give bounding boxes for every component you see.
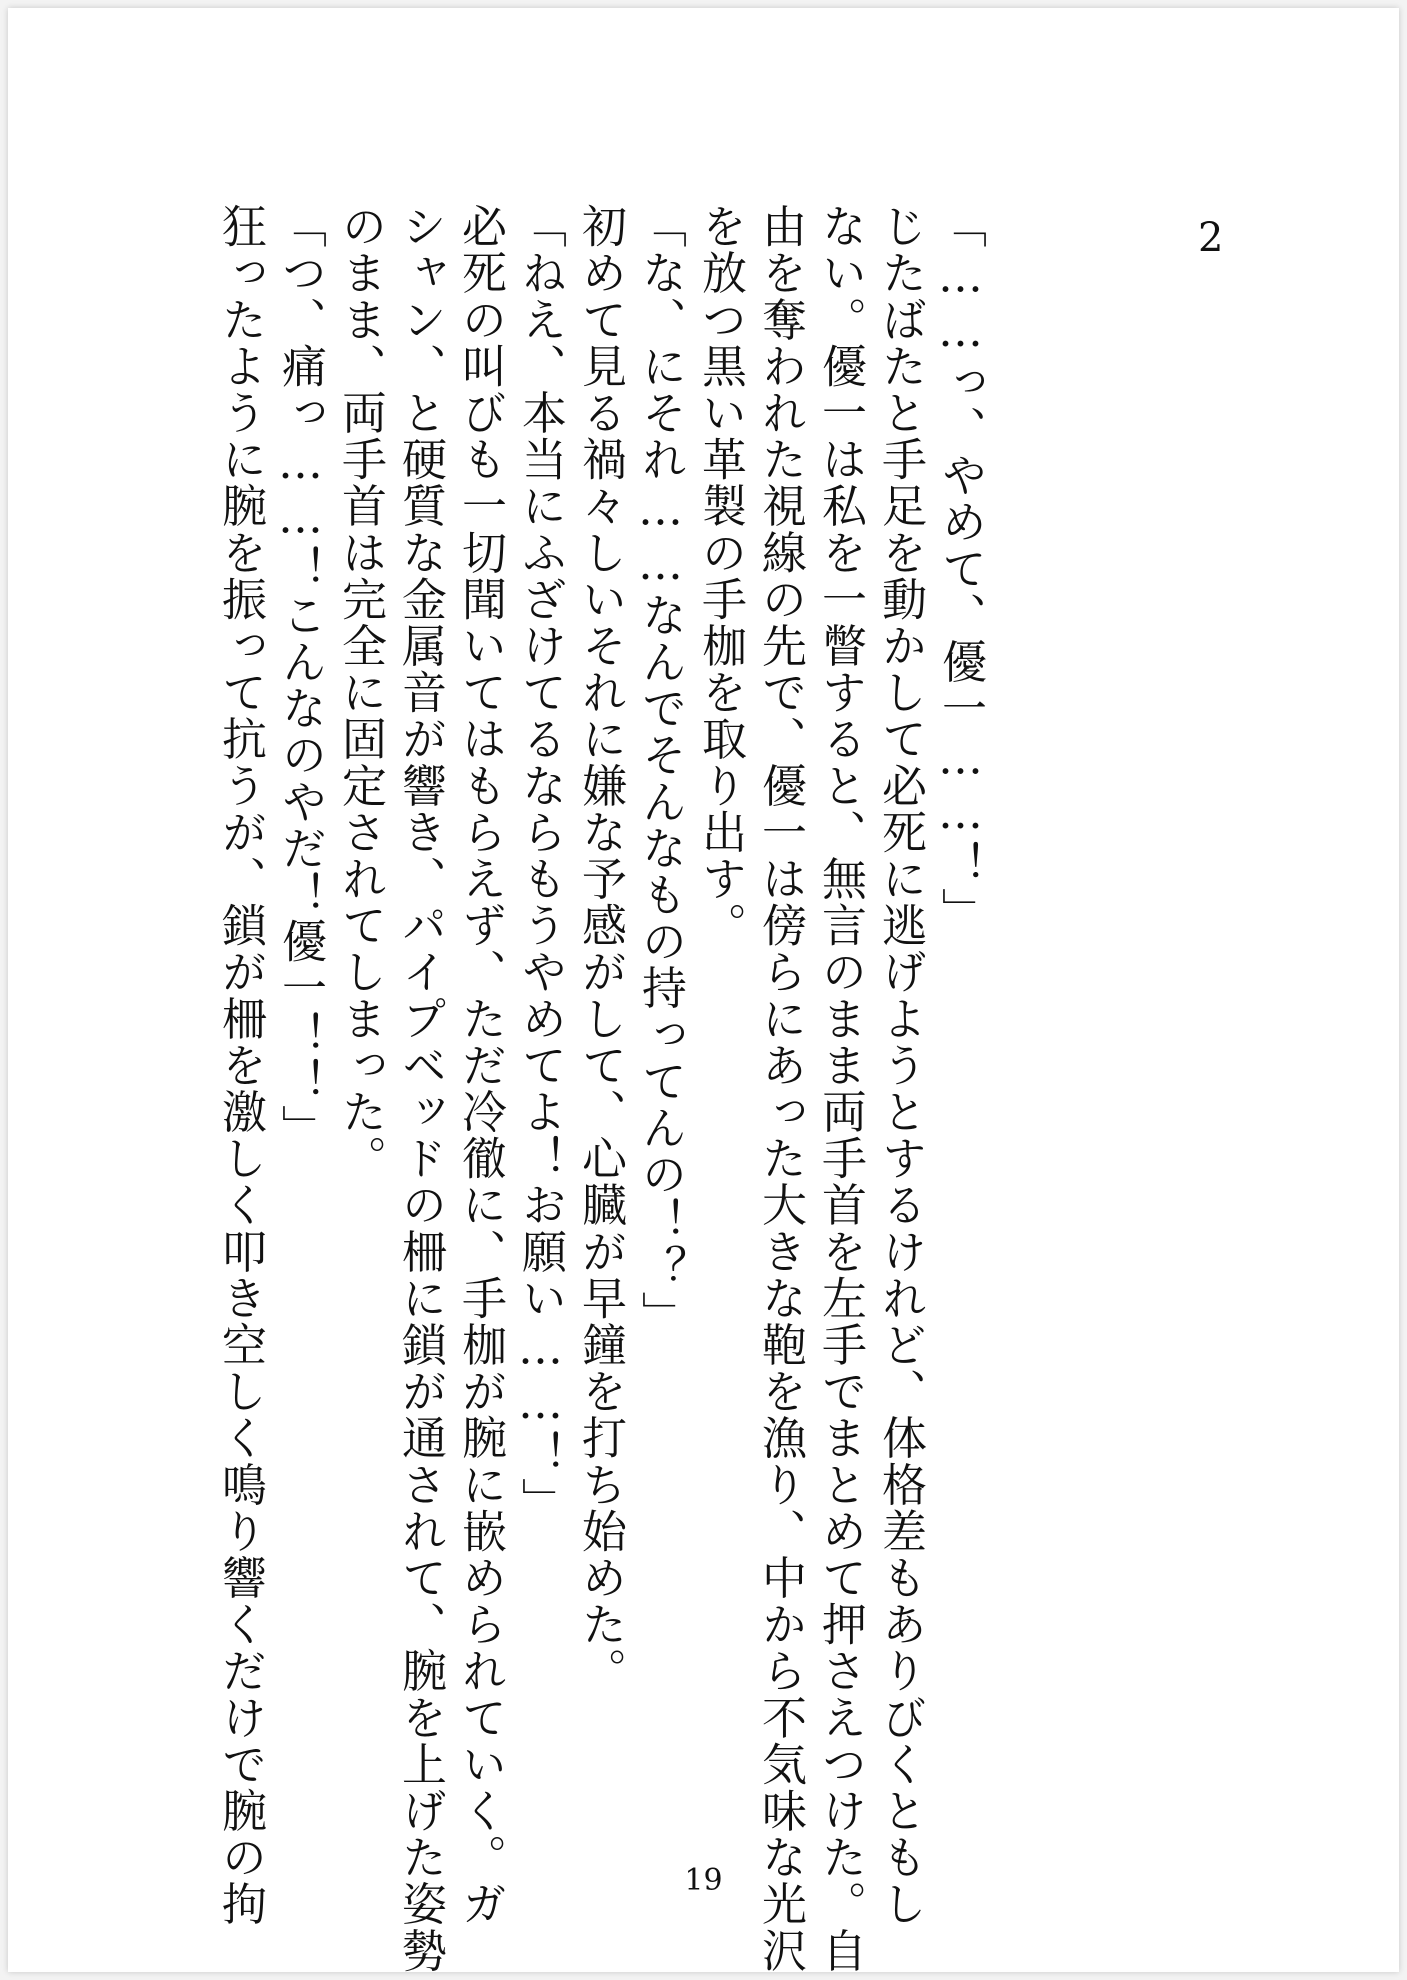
page-number: 19: [684, 1863, 723, 1898]
text-line: を放つ黒い革製の手枷を取り出す。: [694, 203, 747, 949]
text-line: シャン、と硬質な金属音が響き、パイプベッドの柵に鎖が通されて、腕を上げた姿勢: [394, 203, 447, 1974]
text-line: 「ねえ、本当にふざけてるならもうやめてよ！お願い……！」: [514, 203, 567, 1524]
text-line: ない。優一は私を一瞥すると、無言のまま両手首を左手でまとめて押さえつけた。自: [814, 203, 867, 1974]
text-line: 「な、にそれ……なんでそんなもの持ってんの！？」: [634, 203, 687, 1338]
text-line: 「……っ、やめて、優一……！」: [934, 203, 987, 934]
text-line: 「つ、痛っ……！こんなのやだ！優一！！」: [274, 203, 327, 1151]
text-line: 狂ったように腕を振って抗うが、鎖が柵を激しく叩き空しく鳴り響くだけで腕の拘: [214, 203, 267, 1928]
chapter-number: 2: [1198, 215, 1224, 261]
text-line: 由を奪われた視線の先で、優一は傍らにあった大きな鞄を漁り、中から不気味な光沢: [754, 203, 807, 1974]
body-text: [8, 8, 1399, 1972]
text-line: 初めて見る禍々しいそれに嫌な予感がして、心臓が早鐘を打ち始めた。: [574, 203, 627, 1695]
book-page: [8, 8, 1399, 1972]
text-line: のまま、両手首は完全に固定されてしまった。: [334, 203, 387, 1182]
text-line: 必死の叫びも一切聞いてはもらえず、ただ冷徹に、手枷が腕に嵌められていく。ガ: [454, 203, 507, 1928]
text-line: じたばたと手足を動かして必死に逃げようとするけれど、体格差もありびくともし: [874, 203, 927, 1928]
